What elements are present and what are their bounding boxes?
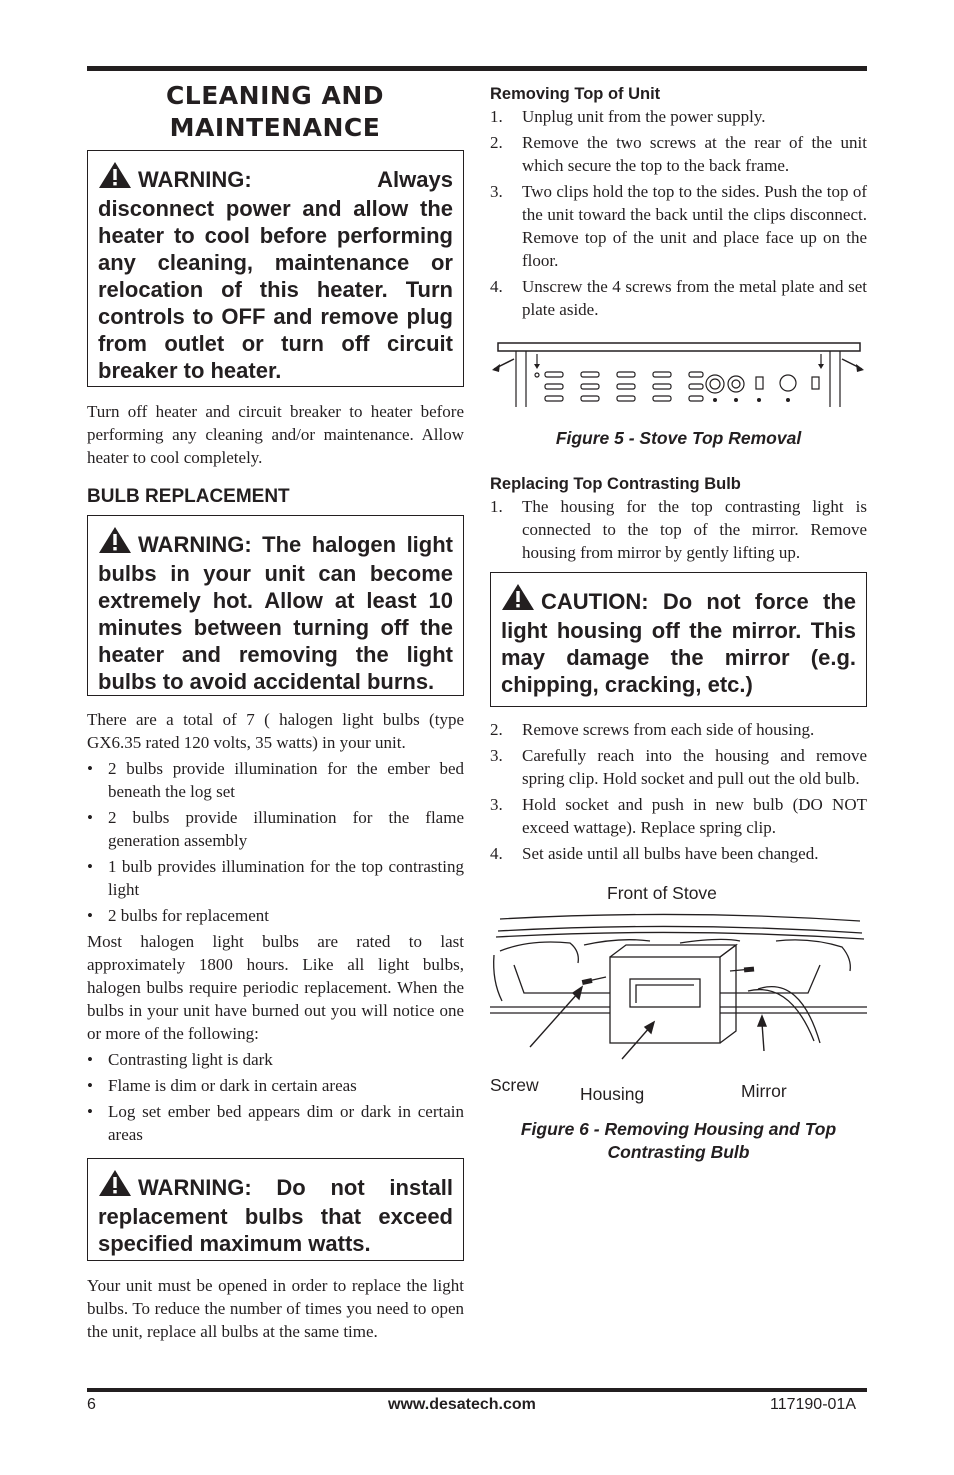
warning-text-halogen: WARNING: The halogen light bulbs in your unit can become extremely hot. Allow at least 10 minutes between turning off the heater and removing the light bulbs to avoid accidental burns. — [98, 532, 453, 694]
figure-5-stove-top — [490, 339, 867, 417]
list-item: • Contrasting light is dark — [87, 1048, 464, 1071]
figure-6-housing — [490, 881, 867, 1121]
paragraph-open-unit: Your unit must be opened in order to replace the light bulbs. To reduce the number of times you need to open the unit, replace all bulbs at the same time. — [87, 1276, 464, 1341]
bulb-replacement-heading: BULB REPLACEMENT — [87, 486, 290, 507]
top-rule — [87, 66, 867, 71]
warning-box-disconnect — [87, 150, 464, 387]
figure-6-caption-line1: Figure 6 - Removing Housing and Top — [520, 1119, 837, 1139]
warning-box-watts — [87, 1158, 464, 1261]
list-item: 3. Two clips hold the top to the sides. Push the top of the unit toward the back until the clips disconnect. Remove top of the unit and place face up on the floor. — [490, 182, 867, 270]
right-column — [490, 83, 867, 1164]
warning-box-halogen — [87, 515, 464, 696]
list-item: 3. Hold socket and push in new bulb (DO NOT exceed wattage). Replace spring clip. — [490, 795, 867, 837]
replacing-steps-b — [490, 718, 867, 865]
list-item: • Flame is dim or dark in certain areas — [87, 1074, 464, 1097]
list-item: • 2 bulbs for replacement — [87, 904, 464, 927]
page-number: 6 — [87, 1396, 96, 1413]
list-item: 4. Set aside until all bulbs have been changed. — [490, 844, 819, 863]
left-column — [87, 80, 464, 1343]
bottom-rule — [87, 1388, 867, 1392]
symptom-list — [87, 1048, 464, 1146]
paragraph-bulb-life: Most halogen light bulbs are rated to last approximately 1800 hours. Like all light bulbs, halogen bulbs require periodic replacement. When the bulbs in your unit have burned out you will notice one or more of the following: — [87, 932, 464, 1043]
replacing-bulb-heading: Replacing Top Contrasting Bulb — [490, 475, 741, 493]
paragraph-turn-off: Turn off heater and circuit breaker to heater before performing any cleaning and/or maintenance. Allow heater to cool completely. — [87, 402, 464, 467]
list-item: • Log set ember bed appears dim or dark in certain areas — [87, 1100, 464, 1146]
removing-steps — [490, 105, 867, 321]
list-item: • 1 bulb provides illumination for the top contrasting light — [87, 855, 464, 901]
website-link[interactable]: www.desatech.com — [388, 1396, 536, 1413]
warning-triangle-icon — [501, 583, 535, 617]
page-title: CLEANING AND MAINTENANCE — [165, 81, 385, 142]
label-mirror: Mirror — [741, 1081, 787, 1101]
stove-top-diagram — [490, 339, 867, 417]
list-item: 3. Carefully reach into the housing and remove spring clip. Hold socket and pull out the old bulb. — [490, 746, 867, 788]
list-item: • 2 bulbs provide illumination for the ember bed beneath the log set — [87, 757, 464, 803]
label-front-of-stove: Front of Stove — [607, 883, 717, 903]
warning-text-disconnect: WARNING: Always disconnect power and allow the heater to cool before performing any cleaning, maintenance or relocation of this heater. Turn controls to OFF and remove plug from outlet or turn off circuit breaker to heater. — [98, 167, 453, 383]
bulb-list — [87, 757, 464, 927]
figure-5-caption: Figure 5 - Stove Top Removal — [555, 428, 802, 448]
housing-diagram — [490, 911, 867, 1091]
warning-triangle-icon — [98, 1169, 132, 1203]
warning-triangle-icon — [98, 526, 132, 560]
figure-6-caption — [490, 1118, 867, 1164]
list-item: 1. Unplug unit from the power supply. — [490, 107, 766, 126]
caution-text-mirror: CAUTION: Do not force the light housing off the mirror. This may damage the mirror (e.g. chipping, cracking, etc.) — [501, 589, 856, 697]
replacing-steps-a — [490, 495, 867, 564]
caution-box-mirror — [490, 572, 867, 707]
paragraph-bulb-total: There are a total of 7 ( halogen light bulbs (type GX6.35 rated 120 volts, 35 watts) in your unit. — [87, 710, 464, 752]
label-housing: Housing — [580, 1084, 645, 1104]
warning-triangle-icon — [98, 161, 132, 195]
figure-6-caption-line2: Contrasting Bulb — [607, 1142, 750, 1162]
list-item: • 2 bulbs provide illumination for the flame generation assembly — [87, 806, 464, 852]
document-number: 117190-01A — [770, 1396, 856, 1413]
list-item: 1. The housing for the top contrasting light is connected to the top of the mirror. Remove housing from mirror by gently lifting up. — [490, 497, 867, 562]
list-item: 4. Unscrew the 4 screws from the metal plate and set plate aside. — [490, 277, 867, 319]
label-screw: Screw — [490, 1075, 539, 1095]
list-item: 2. Remove the two screws at the rear of the unit which secure the top to the back frame. — [490, 133, 867, 175]
warning-text-watts: WARNING: Do not install replacement bulbs that exceed specified maximum watts. — [98, 1175, 453, 1256]
list-item: 2. Remove screws from each side of housing. — [490, 720, 815, 739]
removing-top-heading: Removing Top of Unit — [490, 85, 661, 103]
